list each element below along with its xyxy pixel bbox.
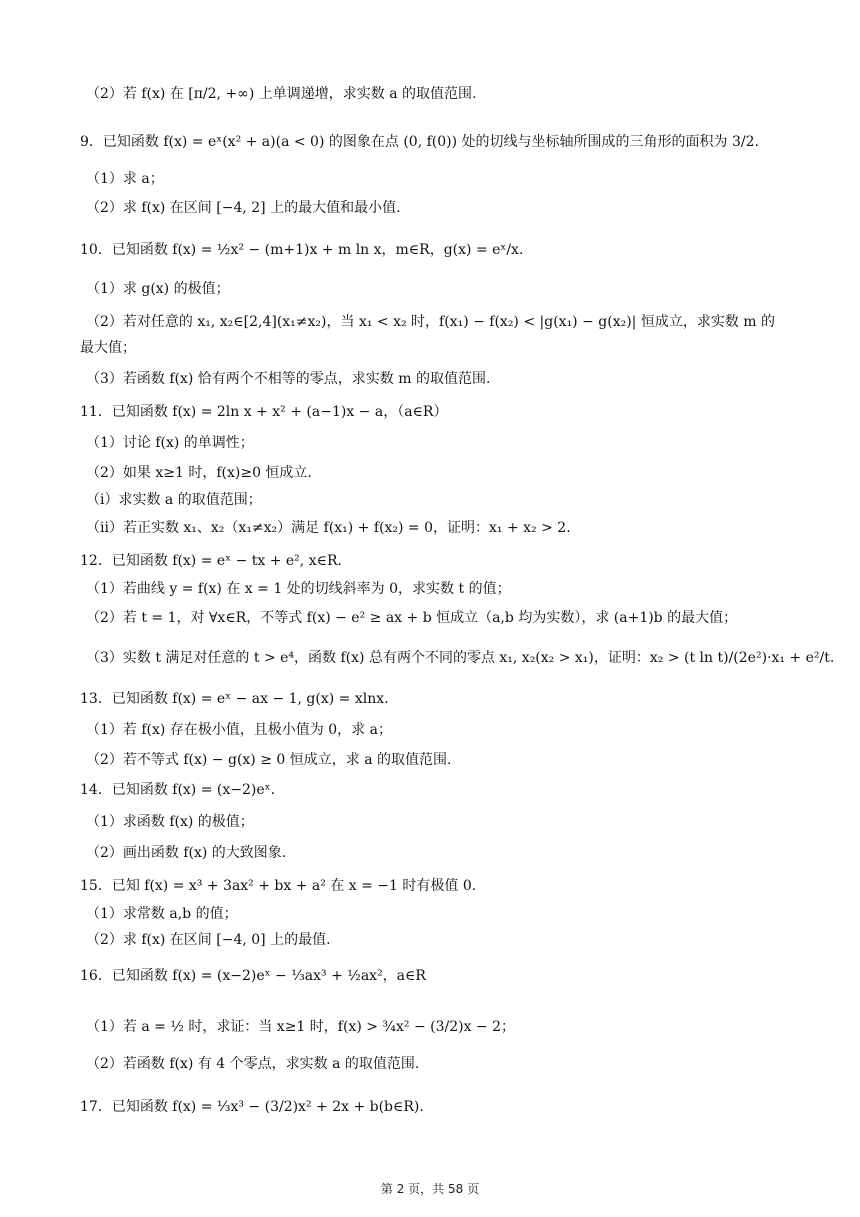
p11-part1: （1）讨论 f(x) 的单调性； — [86, 435, 254, 451]
p10-stem: 10．已知函数 f(x) = ½x² − (m+1)x + m ln x，m∈R，g(x) = eˣ/x. — [80, 242, 524, 258]
p16-stem: 16．已知函数 f(x) = (x−2)eˣ − ⅓ax³ + ½ax²，a∈R — [80, 968, 426, 984]
p16-part2: （2）若函数 f(x) 有 4 个零点，求实数 a 的取值范围. — [86, 1056, 420, 1072]
page-footer: 第 2 页，共 58 页 — [380, 1182, 480, 1196]
p12-part1: （1）若曲线 y = f(x) 在 x = 1 处的切线斜率为 0，求实数 t 的值； — [86, 581, 511, 597]
p10-part1: （1）求 g(x) 的极值； — [86, 281, 230, 297]
p10-part2-cont: 最大值； — [80, 340, 136, 356]
p14-part1: （1）求函数 f(x) 的极值； — [86, 814, 254, 830]
p11-part2-ii: （ⅱ）若正实数 x₁、x₂（x₁≠x₂）满足 f(x₁) + f(x₂) = 0，证明：x₁ + x₂ > 2. — [86, 520, 571, 536]
p15-part1: （1）求常数 a,b 的值； — [86, 906, 238, 922]
p8-part2: （2）若 f(x) 在 [π/2, +∞) 上单调递增，求实数 a 的取值范围. — [86, 86, 477, 102]
p17-stem: 17．已知函数 f(x) = ⅓x³ − (3/2)x² + 2x + b(b∈R). — [80, 1099, 424, 1115]
p15-stem: 15．已知 f(x) = x³ + 3ax² + bx + a² 在 x = −1 时有极值 0. — [80, 878, 477, 894]
p11-part2: （2）如果 x≥1 时，f(x)≥0 恒成立. — [86, 465, 312, 481]
p12-stem: 12．已知函数 f(x) = eˣ − tx + e², x∈R. — [80, 553, 342, 569]
p13-part1: （1）若 f(x) 存在极小值，且极小值为 0，求 a； — [86, 722, 392, 738]
p14-part2: （2）画出函数 f(x) 的大致图象. — [86, 845, 287, 861]
p11-stem: 11．已知函数 f(x) = 2ln x + x² + (a−1)x − a，（a∈R） — [80, 404, 448, 420]
p9-stem: 9．已知函数 f(x) = eˣ(x² + a)(a < 0) 的图象在点 (0, f(0)) 处的切线与坐标轴所围成的三角形的面积为 3/2. — [80, 134, 759, 150]
p13-part2: （2）若不等式 f(x) − g(x) ≥ 0 恒成立，求 a 的取值范围. — [86, 752, 452, 768]
p10-part3: （3）若函数 f(x) 恰有两个不相等的零点，求实数 m 的取值范围. — [86, 371, 491, 387]
p9-part1: （1）求 a； — [86, 171, 164, 187]
p15-part2: （2）求 f(x) 在区间 [−4, 0] 上的最值. — [86, 932, 331, 948]
p9-part2: （2）求 f(x) 在区间 [−4, 2] 上的最大值和最小值. — [86, 200, 401, 216]
p14-stem: 14．已知函数 f(x) = (x−2)eˣ. — [80, 782, 276, 798]
p16-part1: （1）若 a = ½ 时，求证：当 x≥1 时，f(x) > ¾x² − (3/2)x − 2； — [86, 1019, 516, 1035]
p13-stem: 13．已知函数 f(x) = eˣ − ax − 1, g(x) = xlnx. — [80, 691, 389, 707]
p11-part2-i: （ⅰ）求实数 a 的取值范围； — [86, 492, 262, 508]
p10-part2: （2）若对任意的 x₁, x₂∈[2,4](x₁≠x₂)，当 x₁ < x₂ 时，f(x₁) − f(x₂) < |g(x₁) − g(x₂)| 恒成立，求实数 m 的 — [86, 314, 776, 330]
p12-part2: （2）若 t = 1，对 ∀x∈R，不等式 f(x) − e² ≥ ax + b 恒成立（a,b 均为实数），求 (a+1)b 的最大值； — [86, 610, 738, 626]
p12-part3: （3）实数 t 满足对任意的 t > e⁴，函数 f(x) 总有两个不同的零点 x₁, x₂(x₂ > x₁)，证明：x₂ > (t ln t)/(2e²)·x₁ + e²/t. — [86, 650, 835, 666]
